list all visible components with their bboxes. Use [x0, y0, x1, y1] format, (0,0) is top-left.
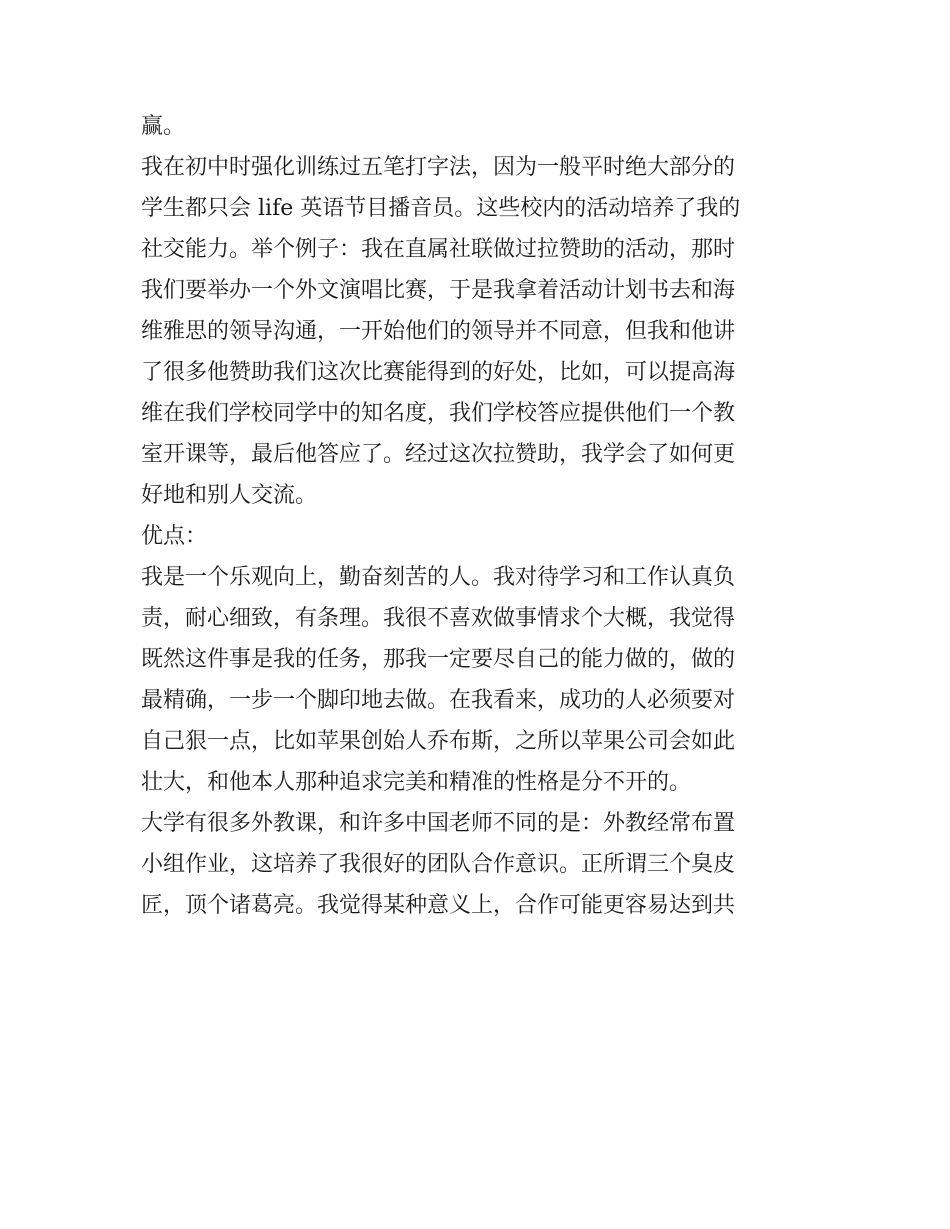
text-line-15: 最精确，一步一个脚印地去做。在我看来，成功的人必须要对: [141, 688, 736, 713]
text-line-2: 我在初中时强化训练过五笔打字法，因为一般平时绝大部分的: [141, 155, 736, 180]
body-text: [141, 106, 813, 926]
text-line-7: 了很多他赞助我们这次比赛能得到的好处，比如，可以提高海: [141, 360, 736, 385]
text-line-9: 室开课等，最后他答应了。经过这次拉赞助，我学会了如何更: [141, 442, 736, 467]
text-line-13: 责，耐心细致，有条理。我很不喜欢做事情求个大概，我觉得: [141, 606, 736, 631]
text-line-19: 小组作业，这培养了我很好的团队合作意识。正所谓三个臭皮: [141, 852, 736, 877]
text-line-10: 好地和别人交流。: [141, 483, 318, 508]
text-line-14: 既然这件事是我的任务，那我一定要尽自己的能力做的，做的: [141, 647, 736, 672]
text-line-1: 赢。: [141, 114, 186, 139]
text-line-16: 自己狠一点，比如苹果创始人乔布斯，之所以苹果公司会如此: [141, 729, 736, 754]
section-heading-strengths: 优点：: [141, 524, 208, 549]
text-line-12: 我是一个乐观向上，勤奋刻苦的人。我对待学习和工作认真负: [141, 565, 736, 590]
text-line-8: 维在我们学校同学中的知名度，我们学校答应提供他们一个教: [141, 401, 736, 426]
text-line-5: 我们要举办一个外文演唱比赛，于是我拿着活动计划书去和海: [141, 278, 736, 303]
text-line-18: 大学有很多外教课，和许多中国老师不同的是：外教经常布置: [141, 811, 736, 836]
text-line-6: 维雅思的领导沟通，一开始他们的领导并不同意，但我和他讲: [141, 319, 736, 344]
text-line-3: 学生都只会 life 英语节目播音员。这些校内的活动培养了我的: [141, 196, 741, 221]
text-line-4: 社交能力。举个例子：我在直属社联做过拉赞助的活动，那时: [141, 237, 736, 262]
text-line-20: 匠，顶个诸葛亮。我觉得某种意义上，合作可能更容易达到共: [141, 893, 736, 918]
text-line-17: 壮大，和他本人那种追求完美和精准的性格是分不开的。: [141, 770, 692, 795]
